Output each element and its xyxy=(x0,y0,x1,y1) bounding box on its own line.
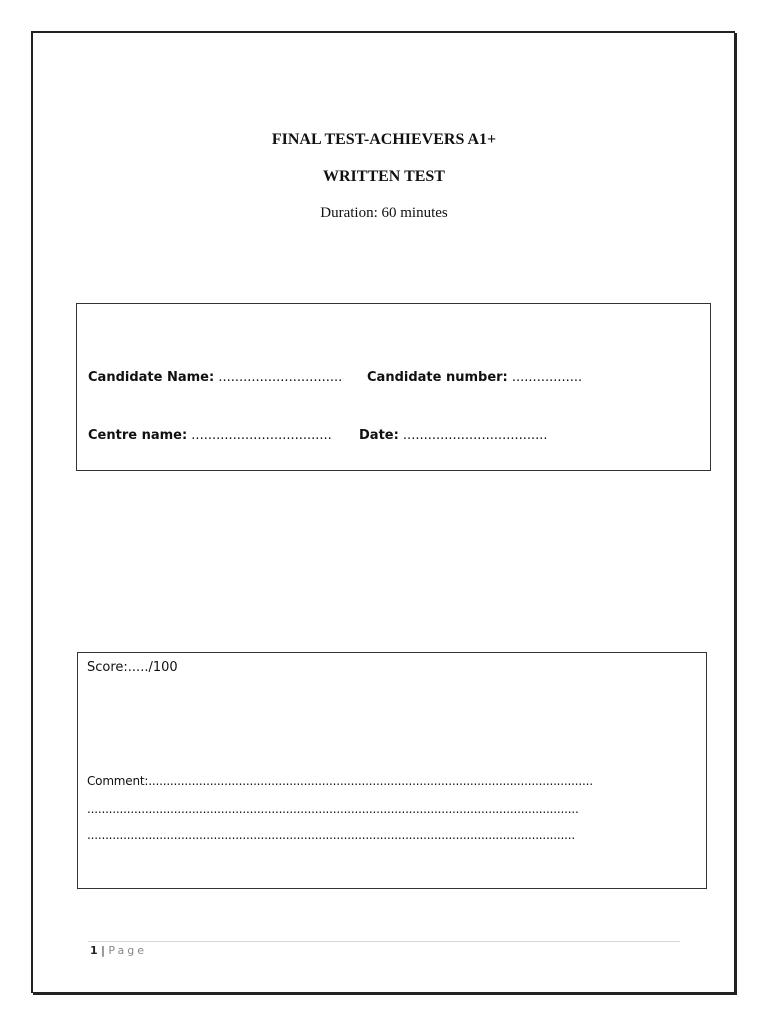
candidate-info-box xyxy=(76,303,711,471)
centre-name-field xyxy=(88,428,332,443)
score-label: Score: xyxy=(87,660,128,675)
comment-field xyxy=(87,774,697,788)
page-footer xyxy=(90,944,147,957)
score-value: ...../100 xyxy=(127,660,178,675)
date-blank: ................................... xyxy=(398,428,548,443)
test-title: FINAL TEST-ACHIEVERS A1+ xyxy=(271,131,497,148)
candidate-name-label: Candidate Name: xyxy=(88,370,215,385)
candidate-name-field xyxy=(88,370,342,385)
candidate-number-field xyxy=(367,370,582,385)
date-field xyxy=(359,428,548,443)
test-subtitle: WRITTEN TEST xyxy=(323,168,445,185)
candidate-name-blank: .............................. xyxy=(214,370,343,385)
candidate-number-label: Candidate number: xyxy=(367,370,508,385)
comment-blank-3: ....................................................................................................................................... xyxy=(87,828,575,842)
date-label: Date: xyxy=(359,428,399,443)
footer-rule xyxy=(88,941,680,942)
comment-label: Comment: xyxy=(87,774,149,788)
centre-name-blank: .................................. xyxy=(187,428,332,443)
test-duration: Duration: 60 minutes xyxy=(320,205,448,221)
score-box xyxy=(77,652,707,889)
page-word: Page xyxy=(108,944,147,957)
comment-blank-1: ........................................................................................................................... xyxy=(148,774,593,788)
centre-name-label: Centre name: xyxy=(88,428,188,443)
score-field xyxy=(87,660,178,675)
comment-blank-2: ........................................................................................................................................ xyxy=(87,802,579,816)
page-number: 1 xyxy=(90,944,98,957)
footer-separator: | xyxy=(97,944,109,957)
candidate-number-blank: ................. xyxy=(507,370,583,385)
